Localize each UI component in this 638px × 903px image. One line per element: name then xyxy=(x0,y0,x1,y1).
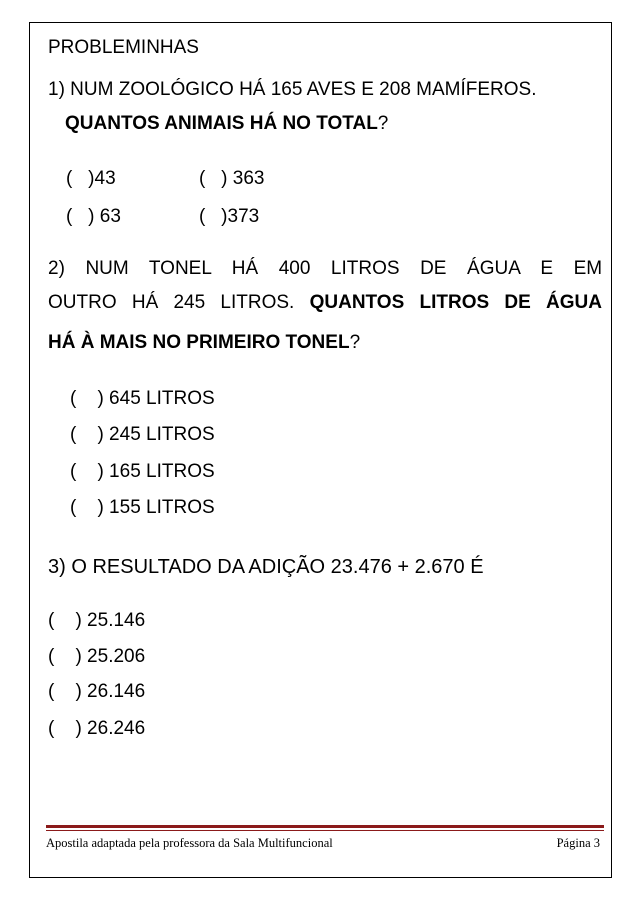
q1-question-bold: QUANTOS ANIMAIS HÁ NO TOTAL xyxy=(65,113,378,134)
q1-question-mark: ? xyxy=(377,113,389,134)
option-paren: ( xyxy=(70,388,77,409)
option-paren: ( xyxy=(199,206,206,227)
option-label: ) 26.246 xyxy=(75,718,146,739)
option-paren: ( xyxy=(48,646,55,667)
q2-word: ÁGUA xyxy=(467,258,520,279)
q2-word: 2) xyxy=(48,258,65,279)
q1-statement: 1) NUM ZOOLÓGICO HÁ 165 AVES E 208 MAMÍFEROS. xyxy=(48,79,537,100)
option-paren: ( xyxy=(70,497,77,518)
q2-word: 400 xyxy=(278,258,311,279)
q2-word: HÁ xyxy=(231,258,259,279)
q3-statement: 3) O RESULTADO DA ADIÇÃO 23.476 + 2.670 É xyxy=(48,556,484,578)
q2-statement-line2 xyxy=(48,292,602,314)
option-label: ) 63 xyxy=(88,206,121,227)
q3-option-c[interactable] xyxy=(48,681,145,703)
q1-question xyxy=(65,113,388,135)
q2-question-mark: ? xyxy=(349,332,361,353)
footer-rule-thin xyxy=(46,830,604,831)
q2-word: TONEL xyxy=(148,258,212,279)
q1-option-d[interactable] xyxy=(199,206,259,228)
option-label: ) 165 LITROS xyxy=(97,461,215,482)
q2-word: LITROS xyxy=(330,258,400,279)
page-title: PROBLEMINHAS xyxy=(48,37,199,58)
q2-option-c[interactable] xyxy=(70,461,215,483)
option-label: )373 xyxy=(221,206,260,227)
option-paren: ( xyxy=(70,424,77,445)
option-paren: ( xyxy=(66,206,73,227)
option-label: ) 245 LITROS xyxy=(97,424,215,445)
option-paren: ( xyxy=(48,610,55,631)
q2-word: NUM xyxy=(85,258,129,279)
option-label: ) 155 LITROS xyxy=(97,497,215,518)
q1-option-c[interactable] xyxy=(66,206,121,228)
option-paren: ( xyxy=(199,168,206,189)
q3-option-a[interactable] xyxy=(48,610,145,632)
option-paren: ( xyxy=(66,168,73,189)
q3-option-d[interactable] xyxy=(48,718,145,740)
q2-statement-line1 xyxy=(48,258,602,280)
footer-text: Apostila adaptada pela professora da Sala Multifuncional xyxy=(46,836,333,850)
q2-option-a[interactable] xyxy=(70,388,215,410)
footer-rule-thick xyxy=(46,825,604,828)
page-border xyxy=(29,22,612,878)
q2-line2-bold: QUANTOS LITROS DE ÁGUA xyxy=(309,292,602,313)
option-label: ) 645 LITROS xyxy=(97,388,215,409)
option-label: )43 xyxy=(88,168,116,189)
option-label: ) 25.206 xyxy=(75,646,146,667)
option-label: ) 26.146 xyxy=(75,681,146,702)
q2-line2-plain: OUTRO HÁ 245 LITROS. xyxy=(48,292,295,313)
option-paren: ( xyxy=(48,718,55,739)
q2-word: E xyxy=(540,258,554,279)
option-label: ) 363 xyxy=(221,168,265,189)
q3-option-b[interactable] xyxy=(48,646,145,668)
q2-option-d[interactable] xyxy=(70,497,215,519)
option-paren: ( xyxy=(70,461,77,482)
q1-option-b[interactable] xyxy=(199,168,264,190)
q2-statement-line3 xyxy=(48,332,360,354)
footer-page-number: Página 3 xyxy=(556,836,600,850)
q2-word: DE xyxy=(420,258,447,279)
q2-word: EM xyxy=(573,258,603,279)
option-label: ) 25.146 xyxy=(75,610,146,631)
q2-option-b[interactable] xyxy=(70,424,215,446)
q1-option-a[interactable] xyxy=(66,168,116,190)
option-paren: ( xyxy=(48,681,55,702)
q2-line3-bold: HÁ À MAIS NO PRIMEIRO TONEL xyxy=(48,332,350,353)
